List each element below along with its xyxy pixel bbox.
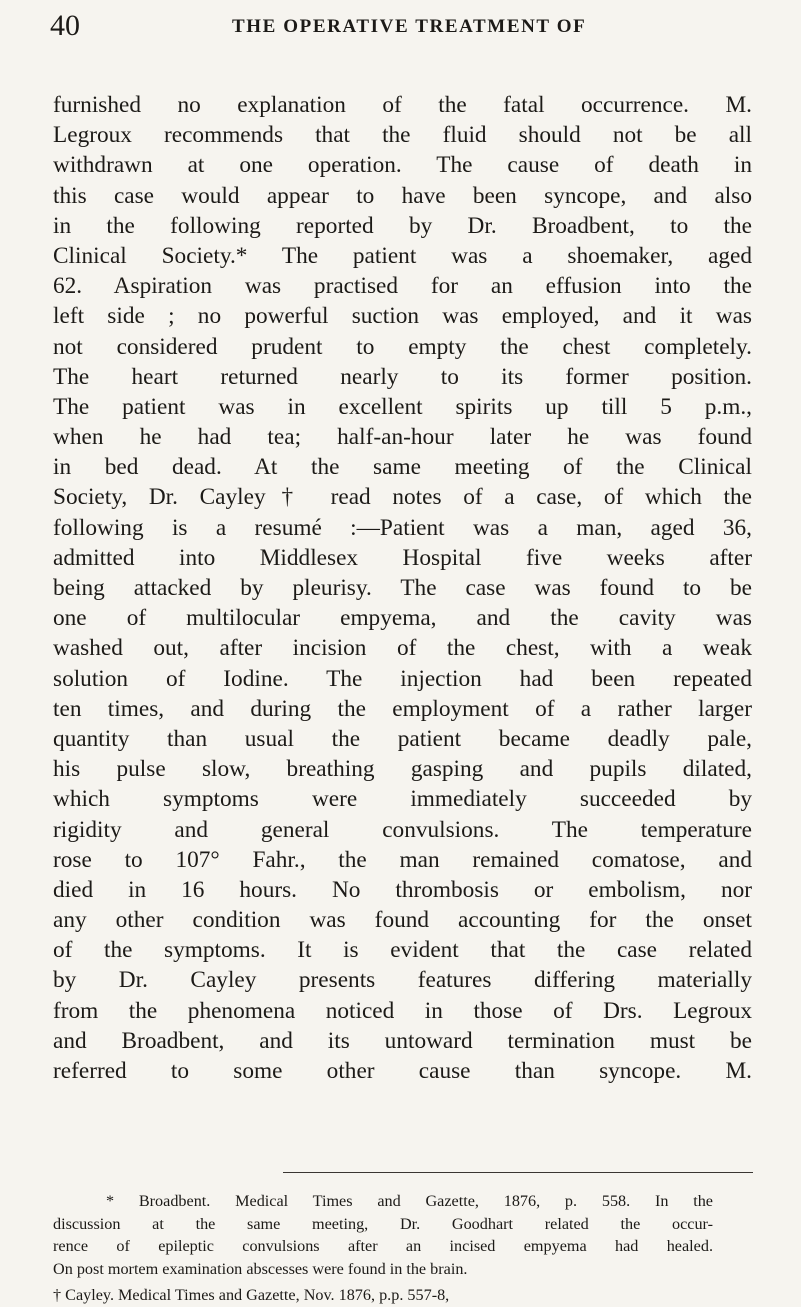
text-line: in the following reported by Dr. Broadbent, to the xyxy=(53,212,752,239)
text-line: this case would appear to have been syncope, and also xyxy=(53,182,752,209)
text-line: washed out, after incision of the chest, with a weak xyxy=(53,635,752,662)
text-line: The patient was in excellent spirits up till 5 p.m., xyxy=(53,393,752,420)
text-line: 62. Aspiration was practised for an effusion into the xyxy=(53,273,752,300)
text-line: died in 16 hours. No thrombosis or embolism, nor xyxy=(53,876,752,903)
text-line: Clinical Society.* The patient was a shoemaker, aged xyxy=(53,242,752,269)
text-line: when he had tea; half-an-hour later he was found xyxy=(53,424,752,451)
text-line: by Dr. Cayley presents features differing materially xyxy=(53,967,752,994)
text-line: ten times, and during the employment of a rather larger xyxy=(53,695,752,722)
text-line: quantity than usual the patient became deadly pale, xyxy=(53,725,752,752)
text-line: rose to 107° Fahr., the man remained comatose, and xyxy=(53,846,752,873)
text-line: from the phenomena noticed in those of Drs. Legroux xyxy=(53,997,752,1024)
text-line: referred to some other cause than syncope. M. xyxy=(53,1058,752,1084)
footnote-line: discussion at the same meeting, Dr. Goodhart related the occur- xyxy=(53,1214,713,1233)
body-paragraph xyxy=(53,90,752,1086)
page-number: 40 xyxy=(50,9,80,42)
text-line: not considered prudent to empty the chest completely. xyxy=(53,333,752,360)
text-line: in bed dead. At the same meeting of the Clinical xyxy=(53,454,752,481)
footnote-broadbent: * Broadbent. Medical Times and Gazette, 1876, p. 558. In the xyxy=(106,1192,713,1210)
footnote-line: rence of epileptic convulsions after an incised empyema had healed. xyxy=(53,1237,713,1256)
footnote-line: On post mortem examination abscesses were found in the brain. xyxy=(53,1259,468,1278)
text-line: being attacked by pleurisy. The case was found to be xyxy=(53,575,752,601)
page-header xyxy=(50,8,750,44)
text-line: admitted into Middlesex Hospital five weeks after xyxy=(53,544,752,571)
running-title: THE OPERATIVE TREATMENT OF xyxy=(232,16,587,37)
text-line: rigidity and general convulsions. The temperature xyxy=(53,816,752,843)
text-line: of the symptoms. It is evident that the case related xyxy=(53,937,752,964)
text-line: Society, Dr. Cayley† read notes of a case, of which the xyxy=(53,484,752,511)
text-line: withdrawn at one operation. The cause of death in xyxy=(53,152,752,179)
text-line: following is a resumé :—Patient was a man, aged 36, xyxy=(53,514,752,541)
text-line: left side ; no powerful suction was employed, and it was xyxy=(53,303,752,330)
footnote-divider xyxy=(283,1172,753,1173)
text-line: solution of Iodine. The injection had been repeated xyxy=(53,665,752,692)
text-line: furnished no explanation of the fatal occurrence. M. xyxy=(53,92,752,118)
text-line: The heart returned nearly to its former position. xyxy=(53,363,752,390)
text-line: any other condition was found accounting for the onset xyxy=(53,907,752,934)
text-line: which symptoms were immediately succeeded by xyxy=(53,786,752,813)
text-line: one of multilocular empyema, and the cavity was xyxy=(53,605,752,632)
footnotes xyxy=(53,1190,713,1307)
text-line: Legroux recommends that the fluid should not be all xyxy=(53,122,752,149)
text-line: and Broadbent, and its untoward termination must be xyxy=(53,1027,752,1054)
footnote-cayley: † Cayley. Medical Times and Gazette, Nov. 1876, p.p. 557-8, xyxy=(53,1286,450,1305)
text-line: his pulse slow, breathing gasping and pupils dilated, xyxy=(53,756,752,783)
